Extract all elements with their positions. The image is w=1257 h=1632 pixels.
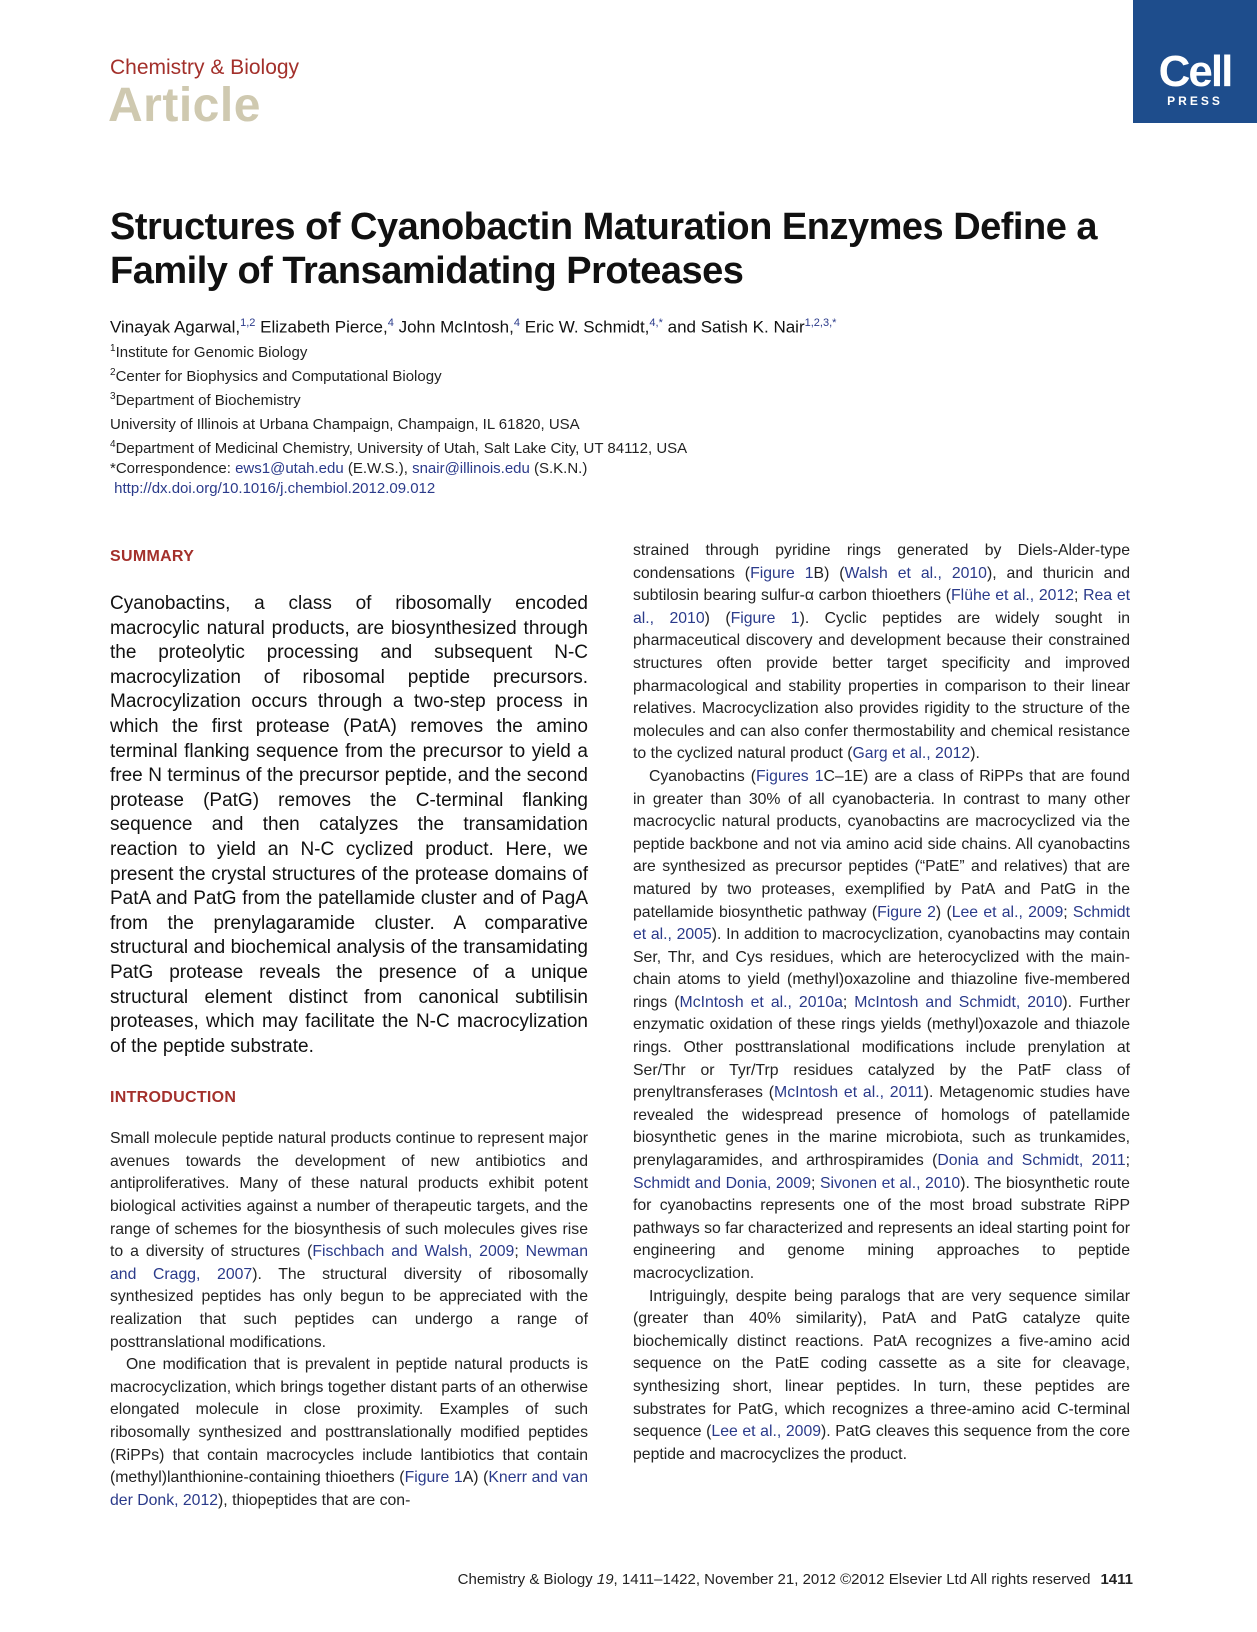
text-run: ). Metagenomic studies have revealed the widespread presence of homologs of patellamide biosynthetic genes in the marine microbiota, such as trunkamides, prenylagaramides, and arthrospiramides (	[633, 1084, 1130, 1170]
text-run: ) (	[935, 903, 952, 921]
doi-row	[110, 479, 687, 499]
affiliation	[110, 363, 687, 387]
citation-link[interactable]: Lee et al., 2009	[711, 1423, 822, 1441]
citation-link[interactable]: McIntosh et al., 2010a	[679, 993, 843, 1011]
affiliations	[110, 339, 687, 499]
affiliation-sup: 2	[110, 367, 116, 378]
text-run: ;	[1125, 1152, 1130, 1170]
citation-link[interactable]: Flühe et al., 2012	[951, 587, 1075, 605]
citation-link[interactable]: Walsh et al., 2010	[844, 564, 987, 582]
affiliation	[110, 411, 687, 435]
citation-link[interactable]: Garg et al., 2012	[852, 745, 971, 763]
citation-link[interactable]: Newman and Cragg, 2007	[110, 1243, 588, 1283]
introduction-body	[110, 1128, 588, 1512]
email-link-snair[interactable]: snair@illinois.edu	[412, 460, 530, 477]
citation-link[interactable]: Lee et al., 2009	[951, 903, 1064, 921]
text-run: ), thiopeptides that are con-	[218, 1491, 411, 1509]
footer-journal: Chemistry & Biology	[457, 1571, 597, 1588]
figure-link[interactable]: Figure 1	[750, 564, 814, 582]
text-run: Intriguingly, despite being paralogs that are very sequence similar (greater than 40% similarity), PatA and PatG catalyze quite biochemically distinct reactions. PatA recognizes a five-amino acid sequence on the PatE coding cassette as a site for cleavage, synthesizing short, linear peptides. In turn, these peptides are substrates for PatG, which recognizes a three-amino acid C-terminal sequence (	[633, 1287, 1130, 1441]
author-sup: 1,2,3,*	[804, 317, 837, 329]
affiliation-text: Department of Medicinal Chemistry, University of Utah, Salt Lake City, UT 84112, USA	[115, 440, 688, 457]
author-name: Eric W. Schmidt,	[524, 317, 650, 337]
text-run: ;	[810, 1174, 820, 1192]
paragraph	[110, 1354, 588, 1512]
logo-press: PRESS	[1167, 94, 1223, 108]
text-run: ) (	[704, 609, 731, 627]
author-list	[110, 317, 836, 338]
summary-text: Cyanobactins, a class of ribosomally encoded macrocylic natural products, are biosynthesized through the proteolytic processing and subsequent N-C macrocylization of ribosomal peptide precursors. Macrocylization occurs through a two-step process in which the first protease (PatA) removes the amino terminal flanking sequence from the precursor to yield a free N terminus of the precursor peptide, and the second protease (PatG) removes the C-terminal flanking sequence and then catalyzes the transamidation reaction to yield an N-C cyclized product. Here, we present the crystal structures of the protease domains of PatA and PatG from the patellamide cluster and of PagA from the prenylagaramide cluster. A comparative structural and biochemical analysis of the transamidating PatG protease reveals the presence of a unique structural element distinct from canonical subtilisin proteases, which may facilitate the N-C macrocylization of the peptide substrate.	[110, 593, 588, 1057]
article-title: Structures of Cyanobactin Maturation Enzymes Define a Family of Transamidating Proteases	[110, 206, 1098, 292]
affiliation-text: Center for Biophysics and Computational Biology	[115, 368, 442, 385]
text-run: One modification that is prevalent in peptide natural products is macrocyclization, which brings together distant parts of an otherwise elongated molecule in close proximity. Examples of such ribosomally synthesized and posttranslationally modified peptides (RiPPs) that contain macrocycles include lantibiotics that contain (methyl)lanthionine-containing thioethers (	[110, 1356, 588, 1487]
correspondence	[110, 459, 687, 479]
text-run: B) (	[813, 564, 845, 582]
right-column	[633, 542, 1131, 1466]
text-run: ). In addition to macrocyclization, cyanobactins may contain Ser, Thr, and Cys residues, which are heterocyclized with the main-chain atoms to yield (methyl)oxazoline and thiazoline five-membered rings (	[633, 926, 1130, 1011]
author-name: Elizabeth Pierce,	[260, 317, 388, 337]
paragraph	[110, 1128, 588, 1354]
affiliation-sup: 3	[110, 391, 116, 402]
citation-link[interactable]: McIntosh et al., 2011	[774, 1084, 924, 1102]
text-run: ;	[514, 1243, 526, 1261]
page-number: 1411	[1100, 1571, 1133, 1588]
text-run: ). Further enzymatic oxidation of these rings yields (methyl)oxazole and thiazole rings. Other posttranslational modifications include prenylation at Ser/Thr or Tyr/Trp residues catalyzed by the PatF class of prenyltransferases (	[633, 993, 1130, 1102]
citation-link[interactable]: Schmidt and Donia, 2009	[633, 1174, 811, 1192]
affiliation-text: Institute for Genomic Biology	[115, 344, 308, 361]
citation-link[interactable]: Knerr and van der Donk, 2012	[110, 1469, 589, 1509]
text-run: A) (	[462, 1469, 489, 1487]
text-run: C–1E) are a class of RiPPs that are found in greater than 30% of all cyanobacteria. In contrast to many other macrocyclic natural products, cyanobactins are macrocyclized via the peptide backbone and not via amino acid side chains. All cyanobactins are synthesized as precursor peptides (“PatE” and relatives) that are matured by two proteases, exemplified by PatA and PatG in the patellamide biosynthetic pathway (	[633, 767, 1130, 921]
paragraph	[633, 540, 1130, 766]
correspondence-label: *Correspondence:	[110, 460, 236, 477]
text-run: ).	[970, 745, 980, 763]
text-run: ). Cyclic peptides are widely sought in pharmaceutical discovery and development because their constrained structures often provide better target specificity and improved pharmacological and stability properties in comparison to their linear relatives. Macrocyclization also provides rigidity to the structure of the molecules and can also confer thermostability and chemical resistance to the cyclized natural product (	[633, 609, 1130, 763]
author-name: and Satish K. Nair	[667, 317, 805, 337]
affiliation	[110, 435, 687, 459]
figure-link[interactable]: Figure 1	[730, 609, 800, 627]
affiliation-sup: 4	[110, 439, 116, 450]
paragraph	[633, 766, 1130, 1286]
paragraph	[633, 1286, 1130, 1467]
affiliation-sup: 1	[110, 343, 116, 354]
citation-link[interactable]: Schmidt et al., 2005	[633, 903, 1130, 944]
footer-citation: , 1411–1422, November 21, 2012 ©2012 Elsevier Ltd All rights reserved	[613, 1571, 1091, 1588]
introduction-body-continued	[633, 540, 1130, 1466]
citation-link[interactable]: McIntosh and Schmidt, 2010	[854, 993, 1063, 1011]
affiliation-text: University of Illinois at Urbana Champaign, Champaign, IL 61820, USA	[110, 416, 580, 433]
journal-name: Chemistry & Biology	[110, 56, 300, 79]
affiliation	[110, 339, 687, 363]
citation-link[interactable]: Rea et al., 2010	[633, 587, 1130, 627]
text-run: Small molecule peptide natural products continue to represent major avenues towards the development of new antibiotics and antiproliferatives. Many of these natural products exhibit potent biological activities against a number of therapeutic targets, and the range of schemes for the biosynthesis of such molecules gives rise to a diversity of structures (	[110, 1130, 588, 1261]
affiliation	[110, 387, 687, 411]
cell-press-logo	[1133, 0, 1257, 123]
author-sup: 4,*	[649, 317, 663, 329]
author-sup: 1,2	[240, 317, 256, 329]
figure-link[interactable]: Figure 2	[877, 903, 936, 921]
email-link-ews[interactable]: ews1@utah.edu	[235, 460, 344, 477]
footer-volume: 19	[596, 1571, 614, 1588]
citation-link[interactable]: Donia and Schmidt, 2011	[937, 1152, 1126, 1170]
text-run: Cyanobactins (	[649, 767, 757, 785]
logo-word: Cell	[1158, 47, 1232, 96]
citation-link[interactable]: Sivonen et al., 2010	[819, 1174, 961, 1192]
author-name: John McIntosh,	[398, 317, 514, 337]
text-run: strained through pyridine rings generated by Diels-Alder-type condensations (	[633, 542, 1130, 582]
text-run: ). The biosynthetic route for cyanobactins represents one of the most broad substrate RiPP pathways so far characterized and represents an ideal starting point for engineering and genome mining approaches to peptide macrocyclization.	[633, 1174, 1131, 1282]
text-run: ;	[1063, 903, 1073, 921]
author-sup: 4	[387, 317, 394, 329]
text-run: ;	[842, 993, 855, 1011]
correspondence-initials: (S.K.N.)	[529, 460, 588, 477]
text-run: ). PatG cleaves this sequence from the core peptide and macrocyclizes the product.	[633, 1423, 1130, 1463]
summary-heading: SUMMARY	[110, 548, 195, 565]
text-run: ;	[1074, 587, 1084, 605]
page-footer	[458, 1571, 1133, 1588]
citation-link[interactable]: Fischbach and Walsh, 2009	[312, 1243, 515, 1261]
figure-link[interactable]: Figures 1	[756, 767, 824, 785]
author-name: Vinayak Agarwal,	[110, 317, 241, 337]
article-type: Article	[108, 79, 261, 132]
affiliation-text: Department of Biochemistry	[115, 392, 301, 409]
author-sup: 4	[513, 317, 520, 329]
text-run: ). The structural diversity of ribosomally synthesized peptides has only begun to be appreciated with the realization that such peptides can undergo a range of posttranslational modifications.	[110, 1265, 588, 1351]
left-column	[110, 548, 588, 1512]
doi-link[interactable]: http://dx.doi.org/10.1016/j.chembiol.2012.09.012	[114, 480, 436, 497]
figure-link[interactable]: Figure 1	[404, 1469, 463, 1487]
text-run: ), and thuricin and subtilosin bearing sulfur-α carbon thioethers (	[633, 564, 1131, 605]
correspondence-initials: (E.W.S.),	[343, 460, 413, 477]
introduction-heading: INTRODUCTION	[110, 1089, 237, 1107]
